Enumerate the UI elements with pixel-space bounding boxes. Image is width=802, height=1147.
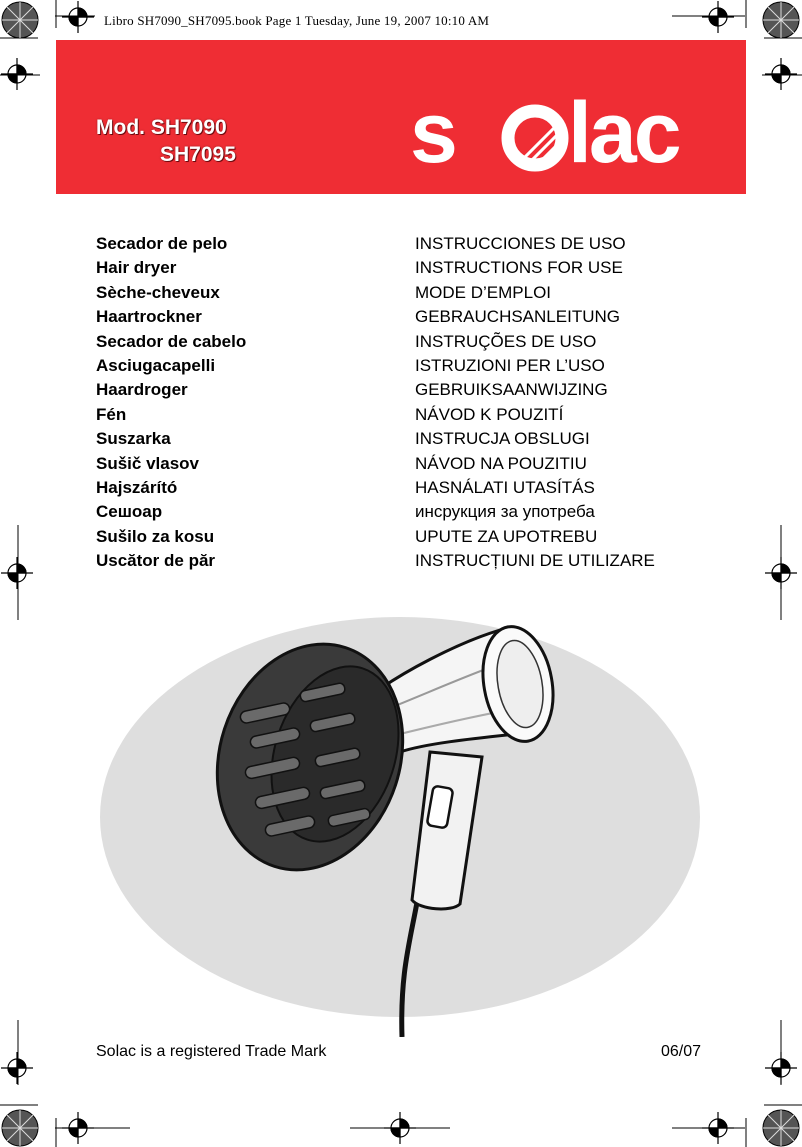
product-name: Fén bbox=[96, 405, 127, 424]
product-name: Hajszárító bbox=[96, 478, 178, 497]
instructions-title: инсрукция за употреба bbox=[415, 502, 595, 521]
slug-line: Libro SH7090_SH7095.book Page 1 Tuesday, June 19, 2007 10:10 AM bbox=[104, 13, 490, 28]
instructions-title: NÁVOD K POUZITÍ bbox=[415, 405, 564, 424]
instructions-title: INSTRUCȚIUNI DE UTILIZARE bbox=[415, 551, 655, 570]
date-code: 06/07 bbox=[661, 1043, 702, 1060]
product-name: Uscător de păr bbox=[96, 551, 216, 570]
instructions-title: MODE D’EMPLOI bbox=[415, 283, 552, 302]
product-name: Secador de cabelo bbox=[96, 332, 247, 351]
instructions-title: GEBRAUCHSANLEITUNG bbox=[415, 307, 620, 326]
instructions-title: INSTRUCTIONS FOR USE bbox=[415, 258, 623, 277]
product-name: Sušilo za kosu bbox=[96, 527, 215, 546]
product-name: Haardroger bbox=[96, 380, 188, 399]
product-name: Hair dryer bbox=[96, 258, 177, 277]
instructions-title: GEBRUIKSAANWIJZING bbox=[415, 380, 608, 399]
product-name: Asciugacapelli bbox=[96, 356, 216, 375]
instructions-title: INSTRUCCIONES DE USO bbox=[415, 234, 626, 253]
product-name: Sèche-cheveux bbox=[96, 283, 220, 302]
svg-text:s: s bbox=[410, 92, 456, 172]
product-name: Suszarka bbox=[96, 429, 171, 448]
instructions-title: ISTRUZIONI PER L’USO bbox=[415, 356, 605, 375]
svg-text:lac: lac bbox=[568, 92, 679, 172]
product-name: Secador de pelo bbox=[96, 234, 228, 253]
instructions-title: INSTRUCJA OBSLUGI bbox=[415, 429, 590, 448]
product-name: Sušič vlasov bbox=[96, 454, 200, 473]
product-name: Сешоар bbox=[96, 502, 163, 521]
model-line-2: SH7095 bbox=[160, 143, 236, 166]
instructions-title: INSTRUÇÕES DE USO bbox=[415, 332, 597, 351]
instructions-title: NÁVOD NA POUZITIU bbox=[415, 454, 587, 473]
model-line-1: Mod. SH7090 bbox=[96, 116, 227, 139]
instructions-title: UPUTE ZA UPOTREBU bbox=[415, 527, 598, 546]
trademark-note: Solac is a registered Trade Mark bbox=[96, 1043, 327, 1060]
instructions-title: HASNÁLATI UTASÍTÁS bbox=[415, 478, 595, 497]
product-name: Haartrockner bbox=[96, 307, 202, 326]
